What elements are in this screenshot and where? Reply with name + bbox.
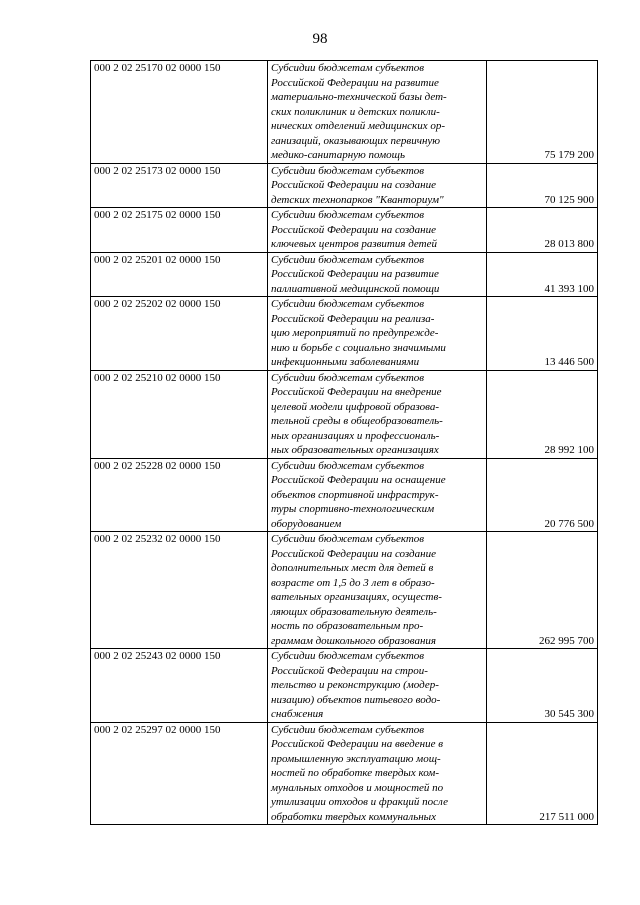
budget-classification-code: 000 2 02 25170 02 0000 150: [91, 61, 268, 164]
description-line: Российской Федерации на развитие: [271, 76, 439, 89]
description-line: Российской Федерации на создание: [271, 179, 436, 191]
table-row: [91, 252, 598, 297]
description-line: объектов спортивной инфраструк-: [271, 488, 439, 501]
description-line: граммам дошкольного образования: [271, 634, 437, 647]
description-line: Субсидии бюджетам субъектов: [271, 533, 425, 545]
description-line: ганизаций, оказывающих первичную: [271, 134, 441, 147]
revenue-description: [268, 297, 487, 371]
budget-classification-code: 000 2 02 25173 02 0000 150: [91, 163, 268, 208]
description-line: медико-санитарную помощь: [271, 149, 405, 161]
table-row: [91, 297, 598, 371]
description-line: Российской Федерации на введение в: [271, 738, 444, 750]
description-line: Российской Федерации на оснащение: [271, 474, 446, 486]
budget-table-body: [91, 61, 598, 825]
description-line: тельной среды в общеобразователь-: [271, 415, 443, 427]
description-line: тельство и реконструкцию (модер-: [271, 679, 439, 691]
description-line: ностей по обработке твердых ком-: [271, 767, 439, 779]
description-line: Субсидии бюджетам субъектов: [271, 723, 425, 736]
description-line: детских технопарков "Кванториум": [271, 193, 444, 206]
description-line: Российской Федерации на развитие: [271, 268, 439, 280]
budget-classification-code: 000 2 02 25175 02 0000 150: [91, 208, 268, 253]
description-line: паллиативной медицинской помощи: [271, 282, 440, 295]
description-line: вательных организациях, осуществ-: [271, 591, 442, 603]
description-line: Российской Федерации на внедрение: [271, 386, 442, 398]
description-line: целевой модели цифровой образова-: [271, 400, 440, 413]
revenue-description: [268, 163, 487, 208]
description-line: материально-технической базы дет-: [271, 91, 447, 103]
description-line: нических отделений медицинских ор-: [271, 120, 445, 132]
description-line: Субсидии бюджетам субъектов: [271, 298, 425, 310]
description-line: Российской Федерации на создание: [271, 547, 436, 560]
table-row: [91, 532, 598, 649]
revenue-description: [268, 722, 487, 825]
description-line: Субсидии бюджетам субъектов: [271, 371, 425, 384]
description-line: Российской Федерации на создание: [271, 223, 436, 236]
amount-value: 75 179 200: [487, 61, 598, 164]
table-row: [91, 208, 598, 253]
amount-value: 13 446 500: [487, 297, 598, 371]
table-row: [91, 722, 598, 825]
revenue-description: [268, 252, 487, 297]
revenue-description: [268, 208, 487, 253]
amount-value: 28 992 100: [487, 370, 598, 458]
description-line: туры спортивно-технологическим: [271, 503, 435, 515]
description-line: Субсидии бюджетам субъектов: [271, 459, 425, 472]
description-line: снабжения: [271, 708, 324, 720]
description-line: оборудованием: [271, 517, 342, 530]
revenue-description: [268, 458, 487, 532]
revenue-description: [268, 532, 487, 649]
description-line: Субсидии бюджетам субъектов: [271, 650, 425, 662]
amount-value: 262 995 700: [487, 532, 598, 649]
description-line: возрасте от 1,5 до 3 лет в образо-: [271, 576, 435, 589]
description-line: Российской Федерации на строи-: [271, 664, 428, 677]
budget-classification-code: 000 2 02 25210 02 0000 150: [91, 370, 268, 458]
budget-classification-code: 000 2 02 25228 02 0000 150: [91, 458, 268, 532]
revenue-description: [268, 61, 487, 164]
budget-classification-code: 000 2 02 25201 02 0000 150: [91, 252, 268, 297]
table-row: [91, 163, 598, 208]
table-row: [91, 370, 598, 458]
amount-value: 20 776 500: [487, 458, 598, 532]
description-line: ных образовательных организациях: [271, 444, 439, 456]
description-line: ских поликлиник и детских поликли-: [271, 105, 440, 118]
description-line: ность по образовательным про-: [271, 620, 424, 632]
description-line: ключевых центров развития детей: [271, 238, 437, 250]
table-row: [91, 61, 598, 164]
description-line: Субсидии бюджетам субъектов: [271, 209, 425, 221]
description-line: Субсидии бюджетам субъектов: [271, 62, 425, 74]
amount-value: 70 125 900: [487, 163, 598, 208]
description-line: дополнительных мест для детей в: [271, 562, 434, 574]
budget-table: [90, 60, 598, 825]
table-row: [91, 649, 598, 723]
budget-classification-code: 000 2 02 25232 02 0000 150: [91, 532, 268, 649]
budget-classification-code: 000 2 02 25202 02 0000 150: [91, 297, 268, 371]
budget-classification-code: 000 2 02 25243 02 0000 150: [91, 649, 268, 723]
description-line: ных организациях и профессиональ-: [271, 429, 440, 442]
page-number: 98: [312, 31, 328, 47]
amount-value: 41 393 100: [487, 252, 598, 297]
description-line: мунальных отходов и мощностей по: [271, 781, 444, 794]
description-line: Российской Федерации на реализа-: [271, 312, 435, 325]
description-line: нию и борьбе с социально значимыми: [271, 341, 446, 354]
description-line: низацию) объектов питьевого водо-: [271, 693, 441, 706]
description-line: инфекционными заболеваниями: [271, 356, 420, 368]
description-line: Субсидии бюджетам субъектов: [271, 253, 425, 266]
description-line: утилизации отходов и фракций после: [271, 796, 448, 808]
revenue-description: [268, 649, 487, 723]
description-line: обработки твердых коммунальных: [271, 810, 436, 823]
description-line: цию мероприятий по предупрежде-: [271, 327, 439, 339]
description-line: Субсидии бюджетам субъектов: [271, 164, 425, 177]
amount-value: 28 013 800: [487, 208, 598, 253]
amount-value: 217 511 000: [487, 722, 598, 825]
description-line: промышленную эксплуатацию мощ-: [271, 752, 441, 765]
revenue-description: [268, 370, 487, 458]
description-line: ляющих образовательную деятель-: [271, 605, 437, 618]
budget-classification-code: 000 2 02 25297 02 0000 150: [91, 722, 268, 825]
amount-value: 30 545 300: [487, 649, 598, 723]
table-row: [91, 458, 598, 532]
